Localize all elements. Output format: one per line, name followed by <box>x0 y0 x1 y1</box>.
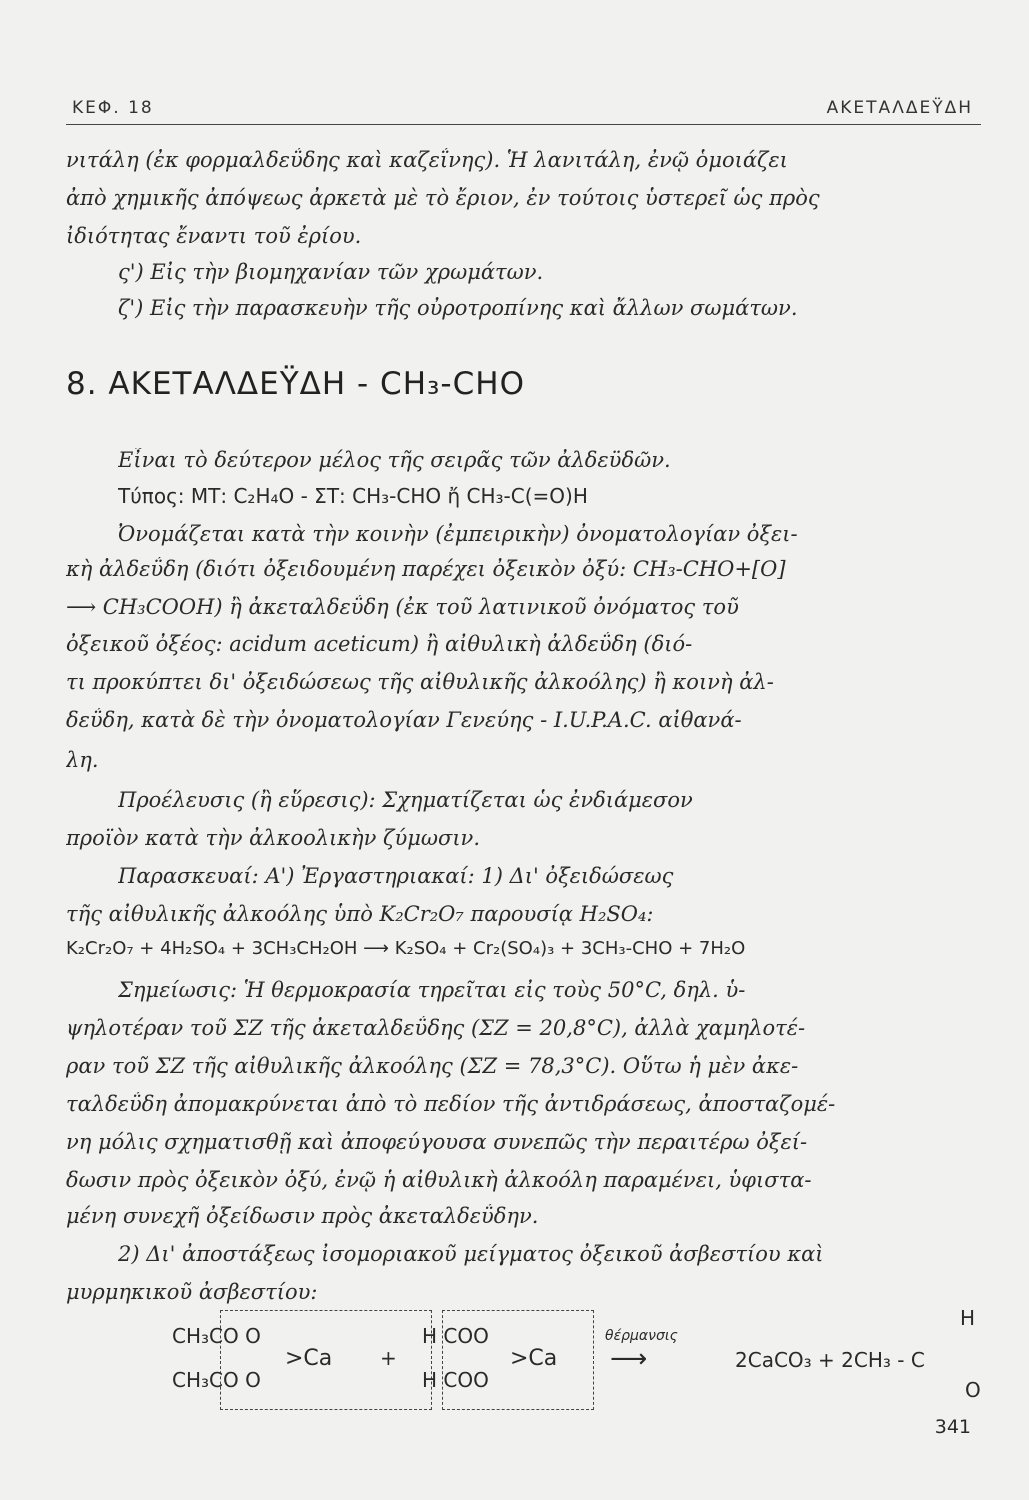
reagent-top: CH₃CO O <box>172 1324 261 1348</box>
text-line: ταλδεΰδη ἀπομακρύνεται ἀπὸ τὸ πεδίον τῆς ἀντιδράσεως, ἀποσταζομέ- <box>66 1092 836 1116</box>
text-line: κὴ ἀλδεΰδη (διότι ὀξειδουμένη παρέχει ὀξεικὸν ὀξύ: CH₃-CHO+[O] <box>66 557 786 581</box>
text-line: λη. <box>66 748 99 772</box>
text-line: τι προκύπτει δι' ὀξειδώσεως τῆς αἰθυλικῆς ἀλκοόλης) ἢ κοινὴ ἀλ- <box>66 670 774 694</box>
text-line: Προέλευσις (ἢ εὕρεσις): Σχηματίζεται ὡς ἐνδιάμεσον <box>118 788 693 812</box>
text-line: Παρασκευαί: Α') Ἐργαστηριακαί: 1) Δι' ὀξειδώσεως <box>118 864 674 888</box>
aldehyde-oxygen: O <box>965 1378 981 1402</box>
section-header: ΑΚΕΤΑΛΔΕΫΔΗ <box>826 98 973 118</box>
text-line: νη μόλις σχηματισθῇ καὶ ἀποφεύγουσα συνεπῶς τὴν περαιτέρω ὀξεί- <box>66 1130 808 1154</box>
reagent-bottom: H COO <box>422 1368 489 1392</box>
text-line: ψηλοτέραν τοῦ ΣΖ τῆς ἀκεταλδεΰδης (ΣΖ = 20,8°C), ἀλλὰ χαμηλοτέ- <box>66 1016 806 1040</box>
text-line: δωσιν πρὸς ὀξεικὸν ὀξύ, ἐνῷ ἡ αἰθυλικὴ ἀλκοόλη παραμένει, ὑφιστα- <box>66 1168 812 1192</box>
text-line: νιτάλη (ἐκ φορμαλδεΰδης καὶ καζεΐνης). Ἡ λανιτάλη, ἐνῷ ὁμοιάζει <box>66 148 788 172</box>
reagent-bottom: CH₃CO O <box>172 1368 261 1392</box>
arrow-label: θέρμανσις <box>605 1328 678 1344</box>
text-line: τῆς αἰθυλικῆς ἀλκοόλης ὑπὸ K₂Cr₂O₇ παρουσίᾳ H₂SO₄: <box>66 902 654 926</box>
products: 2CaCO₃ + 2CH₃ - C <box>735 1348 925 1372</box>
header-rule <box>66 124 981 125</box>
note-line: Σημείωσις: Ἡ θερμοκρασία τηρεῖται εἰς τοὺς 50°C, δηλ. ὑ- <box>118 978 746 1002</box>
reaction-arrow: ⟶ <box>610 1344 648 1374</box>
equation-line: K₂Cr₂O₇ + 4H₂SO₄ + 3CH₃CH₂OH ⟶ K₂SO₄ + Cr₂(SO₄)₃ + 3CH₃-CHO + 7H₂O <box>66 938 746 959</box>
text-line: δεΰδη, κατὰ δὲ τὴν ὀνοματολογίαν Γενεύης - I.U.P.A.C. αἰθανά- <box>66 708 742 732</box>
text-line: ἀπὸ χημικῆς ἀπόψεως ἀρκετὰ μὲ τὸ ἔριον, ἐν τούτοις ὑστερεῖ ὡς πρὸς <box>66 186 820 210</box>
page-number: 341 <box>934 1416 971 1438</box>
text-line: ἰδιότητας ἔναντι τοῦ ἐρίου. <box>66 224 362 248</box>
calcium-label: >Ca <box>510 1346 558 1371</box>
chapter-header: ΚΕΦ. 18 <box>72 98 154 118</box>
aldehyde-hydrogen: H <box>960 1306 976 1330</box>
text-line: ὀξεικοῦ ὀξέος: acidum aceticum) ἢ αἰθυλικὴ ἀλδεΰδη (διό- <box>66 632 693 656</box>
reaction-scheme <box>160 1300 980 1420</box>
reagent-top: H COO <box>422 1324 489 1348</box>
formula-line: Τύπος: ΜΤ: C₂H₄O - ΣΤ: CH₃-CHO ἤ CH₃-C(=O)H <box>118 484 588 508</box>
text-line: ⟶ CH₃COOH) ἢ ἀκεταλδεΰδη (ἐκ τοῦ λατινικοῦ ὀνόματος τοῦ <box>66 595 739 619</box>
list-item: ζ') Εἰς τὴν παρασκευὴν τῆς οὐροτροπίνης καὶ ἄλλων σωμάτων. <box>118 296 798 320</box>
text-line: προϊὸν κατὰ τὴν ἀλκοολικὴν ζύμωσιν. <box>66 826 480 850</box>
list-item: ς') Εἰς τὴν βιομηχανίαν τῶν χρωμάτων. <box>118 260 544 284</box>
text-line: Εἶναι τὸ δεύτερον μέλος τῆς σειρᾶς τῶν ἀλδεϋδῶν. <box>118 448 671 472</box>
calcium-label: >Ca <box>285 1346 333 1371</box>
text-line: μένη συνεχῆ ὀξείδωσιν πρὸς ἀκεταλδεΰδην. <box>66 1204 539 1228</box>
text-line: μυρμηκικοῦ ἀσβεστίου: <box>66 1280 318 1304</box>
text-line: 2) Δι' ἀποστάξεως ἰσομοριακοῦ μείγματος ὀξεικοῦ ἀσβεστίου καὶ <box>118 1242 824 1266</box>
text-line: ραν τοῦ ΣΖ τῆς αἰθυλικῆς ἀλκοόλης (ΣΖ = 78,3°C). Οὕτω ἡ μὲν ἀκε- <box>66 1054 799 1078</box>
section-title: 8. ΑΚΕΤΑΛΔΕΫΔΗ - CH₃-CHO <box>66 366 525 402</box>
plus-sign: + <box>380 1346 397 1370</box>
text-line: Ὀνομάζεται κατὰ τὴν κοινὴν (ἐμπειρικὴν) ὀνοματολογίαν ὀξει- <box>118 522 798 546</box>
